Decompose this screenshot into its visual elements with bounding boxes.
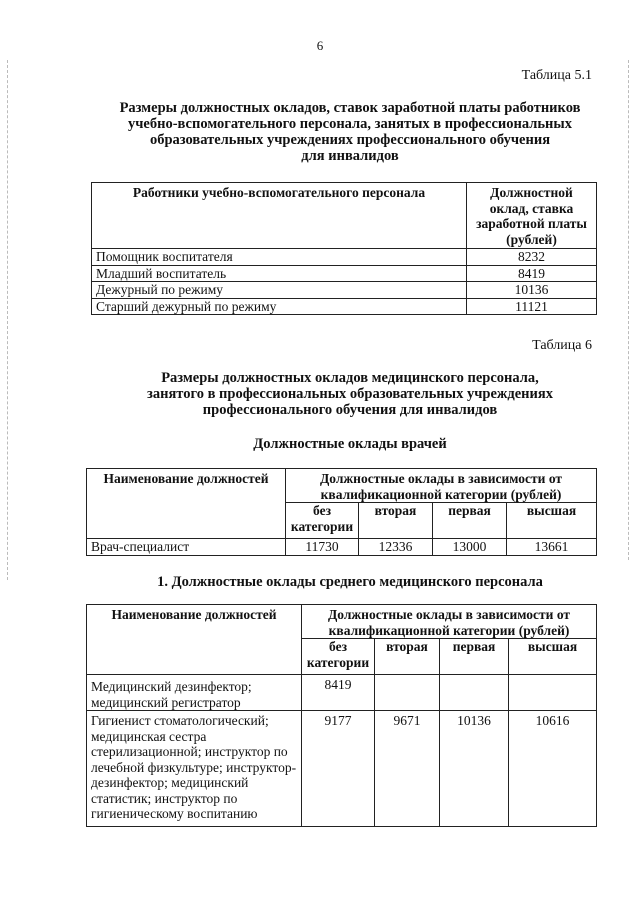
cat-header: первая (433, 503, 507, 539)
row-value: 8232 (467, 249, 597, 266)
row-value: 9177 (302, 711, 375, 827)
col-header-group: Должностные оклады в зависимости от квалификационной категории (рублей) (286, 469, 597, 503)
heading-line: учебно-вспомогательного персонала, занятых в профессиональных (128, 116, 572, 132)
table-row (92, 265, 597, 282)
cat-header: без категории (286, 503, 359, 539)
col-header-position: Наименование должностей (87, 469, 286, 539)
row-value: 11121 (467, 298, 597, 315)
cat-header: первая (440, 639, 509, 675)
col-header-position: Наименование должностей (87, 605, 302, 675)
table-6-heading (60, 370, 640, 418)
heading-line: Размеры должностных окладов медицинского персонала, (161, 370, 539, 386)
doctors-subheading: Должностные оклады врачей (253, 436, 447, 452)
table-row (87, 711, 597, 827)
cat-header: вторая (375, 639, 440, 675)
heading-line: занятого в профессиональных образовательных учреждениях (147, 386, 553, 402)
row-value: 12336 (359, 539, 433, 556)
table-row (92, 249, 597, 266)
cat-header: высшая (507, 503, 597, 539)
row-name: Медицинский дезинфектор; медицинский регистратор (87, 675, 302, 711)
table-6-label: Таблица 6 (532, 338, 592, 353)
row-value (375, 675, 440, 711)
table-5-1-heading (60, 100, 640, 164)
table-row (87, 675, 597, 711)
row-name: Помощник воспитателя (92, 249, 467, 266)
row-value (509, 675, 597, 711)
table-row (87, 539, 597, 556)
row-value: 10616 (509, 711, 597, 827)
col-header-salary: Должностной оклад, ставка заработной платы (рублей) (467, 183, 597, 249)
mid-staff-heading: 1. Должностные оклады среднего медицинского персонала (157, 574, 543, 590)
page-number: 6 (316, 38, 324, 53)
row-value: 8419 (302, 675, 375, 711)
row-value: 13000 (433, 539, 507, 556)
cat-header: без категории (302, 639, 375, 675)
row-value: 9671 (375, 711, 440, 827)
col-header-group: Должностные оклады в зависимости от квалификационной категории (рублей) (302, 605, 597, 639)
table-mid-staff (86, 604, 597, 827)
row-name: Дежурный по режиму (92, 282, 467, 299)
cat-header: вторая (359, 503, 433, 539)
row-value: 10136 (440, 711, 509, 827)
row-value: 8419 (467, 265, 597, 282)
row-value (440, 675, 509, 711)
cat-header: высшая (509, 639, 597, 675)
row-value: 10136 (467, 282, 597, 299)
heading-line: профессионального обучения для инвалидов (202, 402, 498, 418)
row-name: Гигиенист стоматологический; медицинская сестра стерилизационной; инструктор по лечебной физкультуре; инструктор-дезинфектор; медицинский статистик; инструктор по гигиеническому воспитанию (87, 711, 302, 827)
row-value: 11730 (286, 539, 359, 556)
table-5-1 (91, 182, 597, 315)
heading-line: для инвалидов (301, 148, 399, 164)
row-value: 13661 (507, 539, 597, 556)
row-name: Старший дежурный по режиму (92, 298, 467, 315)
col-header-workers: Работники учебно-вспомогательного персонала (92, 183, 467, 249)
table-row (92, 282, 597, 299)
table-row (92, 298, 597, 315)
table-5-1-label: Таблица 5.1 (521, 68, 592, 83)
heading-line: Размеры должностных окладов, ставок заработной платы работников (119, 100, 581, 116)
table-doctors (86, 468, 597, 556)
heading-line: образовательных учреждениях профессионального обучения (149, 132, 551, 148)
row-name: Врач-специалист (87, 539, 286, 556)
scan-margin-left (7, 60, 9, 580)
row-name: Младший воспитатель (92, 265, 467, 282)
